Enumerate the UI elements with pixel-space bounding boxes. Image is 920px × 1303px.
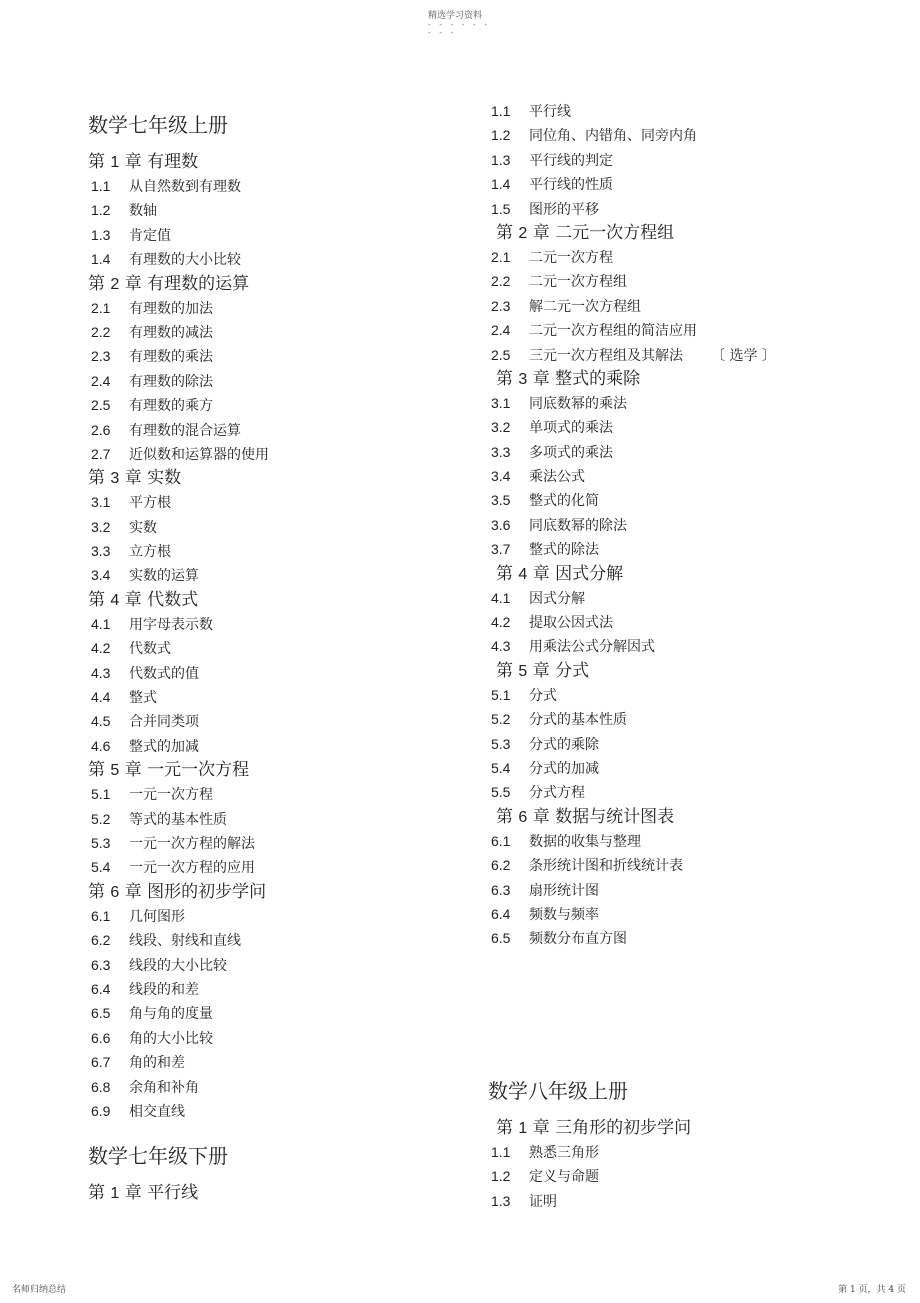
section-title: 几何图形 xyxy=(129,908,185,925)
section-item xyxy=(88,563,468,587)
section-title: 同底数幂的乘法 xyxy=(529,395,627,412)
header-dashes-2: - - - xyxy=(428,28,457,37)
column-spacer xyxy=(488,951,908,1078)
left-column xyxy=(88,112,468,1205)
chapter-title: 章 代数式 xyxy=(124,589,199,610)
chapter-heading xyxy=(88,588,468,612)
chapter-number: 6 xyxy=(110,883,120,901)
section-number: 2.1 xyxy=(91,299,111,316)
section-item xyxy=(488,1164,908,1188)
section-number: 4.2 xyxy=(91,640,111,657)
section-item xyxy=(88,685,468,709)
header-dashes: - - - - - - xyxy=(428,20,490,29)
section-title: 三元一次方程组及其解法 xyxy=(529,347,683,364)
section-number: 1.4 xyxy=(491,176,511,193)
section-number: 2.4 xyxy=(491,322,511,339)
section-title: 有理数的混合运算 xyxy=(129,422,241,439)
section-item xyxy=(88,369,468,393)
section-title: 立方根 xyxy=(129,544,171,561)
chapter-number: 5 xyxy=(518,662,528,680)
chapter-number: 3 xyxy=(110,470,120,488)
section-item xyxy=(88,174,468,198)
section-title: 同位角、内错角、同旁内角 xyxy=(529,128,697,145)
chapter-title: 章 分式 xyxy=(532,660,590,681)
chapter-prefix: 第 xyxy=(88,1183,105,1204)
section-item xyxy=(488,634,908,658)
section-title: 用字母表示数 xyxy=(129,616,213,633)
section-item xyxy=(88,1075,468,1099)
section-item xyxy=(88,636,468,660)
section-number: 2.7 xyxy=(91,445,111,462)
section-number: 4.3 xyxy=(91,664,111,681)
section-number: 6.5 xyxy=(491,930,511,947)
section-title: 平行线 xyxy=(529,104,571,120)
section-item xyxy=(488,610,908,634)
chapter-title: 章 图形的初步学问 xyxy=(124,881,267,902)
book-title: 数学七年级下册 xyxy=(88,1144,228,1169)
section-item xyxy=(88,442,468,466)
section-title: 频数与频率 xyxy=(529,906,599,923)
chapter-number: 1 xyxy=(110,1185,120,1203)
section-number: 2.5 xyxy=(491,346,511,363)
chapter-title: 章 一元一次方程 xyxy=(124,760,250,781)
section-item xyxy=(488,707,908,731)
section-item xyxy=(488,269,908,293)
section-title: 整式 xyxy=(129,690,157,707)
section-number: 4.1 xyxy=(491,589,511,606)
chapter-prefix: 第 xyxy=(496,660,513,681)
section-title: 角的大小比较 xyxy=(129,1030,213,1047)
section-title: 整式的加减 xyxy=(129,738,199,755)
section-item xyxy=(488,756,908,780)
section-item xyxy=(88,490,468,514)
section-title: 有理数的减法 xyxy=(129,324,213,341)
section-title: 因式分解 xyxy=(529,590,585,607)
chapter-heading xyxy=(88,880,468,904)
chapter-number: 2 xyxy=(110,275,120,293)
section-item xyxy=(88,393,468,417)
section-number: 3.4 xyxy=(491,468,511,485)
section-number: 5.1 xyxy=(91,786,111,803)
chapter-heading xyxy=(488,562,908,586)
chapter-title: 章 整式的乘除 xyxy=(532,368,641,389)
section-item xyxy=(88,831,468,855)
section-item xyxy=(88,977,468,1001)
section-number: 5.3 xyxy=(91,834,111,851)
section-number: 6.9 xyxy=(91,1102,111,1119)
book-title: 数学七年级上册 xyxy=(88,113,228,137)
section-item xyxy=(488,245,908,269)
section-item xyxy=(488,683,908,707)
chapter-prefix: 第 xyxy=(88,468,105,489)
chapter-title: 章 平行线 xyxy=(124,1183,199,1204)
section-title: 频数分布直方图 xyxy=(529,931,627,948)
section-title: 平方根 xyxy=(129,495,171,512)
section-title: 线段的大小比较 xyxy=(129,957,227,974)
chapter-number: 5 xyxy=(110,762,120,780)
section-number: 4.2 xyxy=(491,614,511,631)
section-item xyxy=(88,904,468,928)
section-item xyxy=(488,391,908,415)
section-number: 6.1 xyxy=(91,907,111,924)
section-number: 6.4 xyxy=(491,905,511,922)
section-title: 有理数的乘方 xyxy=(129,398,213,415)
section-item xyxy=(488,513,908,537)
section-item xyxy=(488,318,908,342)
section-number: 6.1 xyxy=(491,832,511,849)
chapter-title: 章 有理数的运算 xyxy=(124,273,250,294)
section-number: 4.4 xyxy=(91,689,111,706)
section-number: 3.2 xyxy=(491,419,511,436)
section-item xyxy=(488,586,908,610)
section-number: 3.2 xyxy=(91,518,111,535)
section-title: 数据的收集与整理 xyxy=(529,833,641,850)
section-number: 1.3 xyxy=(491,1192,511,1209)
section-title: 有理数的大小比较 xyxy=(129,252,241,269)
section-title: 整式的除法 xyxy=(529,542,599,559)
section-number: 3.6 xyxy=(491,516,511,533)
section-title: 分式的加减 xyxy=(529,760,599,777)
section-title: 熟悉三角形 xyxy=(529,1144,599,1161)
section-title: 代数式的值 xyxy=(129,665,199,682)
section-number: 1.5 xyxy=(491,200,511,217)
chapter-heading xyxy=(88,150,468,174)
section-item xyxy=(488,829,908,853)
section-number: 5.2 xyxy=(91,810,111,827)
section-number: 6.3 xyxy=(91,956,111,973)
section-title: 提取公因式法 xyxy=(529,615,613,632)
section-title: 一元一次方程的解法 xyxy=(129,835,255,852)
footer-left: 名师归纳总结 xyxy=(12,1285,67,1295)
section-title: 合并同类项 xyxy=(129,714,199,731)
chapter-number: 4 xyxy=(110,591,120,609)
section-number: 3.3 xyxy=(91,543,111,560)
chapter-heading xyxy=(488,221,908,245)
section-item xyxy=(88,1099,468,1123)
section-item xyxy=(88,344,468,368)
section-item xyxy=(88,1026,468,1050)
section-title: 从自然数到有理数 xyxy=(129,179,241,195)
chapter-heading xyxy=(88,466,468,490)
section-item xyxy=(488,440,908,464)
chapter-title: 章 三角形的初步学问 xyxy=(532,1117,692,1138)
chapter-title: 章 实数 xyxy=(124,468,182,489)
section-item xyxy=(88,515,468,539)
chapter-heading xyxy=(488,367,908,391)
section-item xyxy=(88,855,468,879)
chapter-prefix: 第 xyxy=(88,881,105,902)
section-title: 肯定值 xyxy=(129,227,171,244)
chapter-number: 3 xyxy=(518,370,528,388)
section-number: 6.2 xyxy=(91,932,111,949)
section-number: 2.6 xyxy=(91,421,111,438)
section-number: 1.4 xyxy=(91,251,111,268)
section-title: 等式的基本性质 xyxy=(129,811,227,828)
chapter-number: 1 xyxy=(518,1119,528,1137)
section-number: 1.2 xyxy=(491,1168,511,1185)
section-number: 4.1 xyxy=(91,615,111,632)
section-number: 6.7 xyxy=(91,1054,111,1071)
section-number: 6.5 xyxy=(91,1005,111,1022)
right-column xyxy=(488,99,908,1213)
section-number: 3.1 xyxy=(91,494,111,511)
section-number: 4.6 xyxy=(91,737,111,754)
chapter-prefix: 第 xyxy=(496,368,513,389)
chapter-number: 1 xyxy=(110,154,120,171)
section-title: 整式的化简 xyxy=(529,493,599,510)
chapter-heading xyxy=(88,1181,468,1205)
section-item xyxy=(88,1001,468,1025)
section-item xyxy=(488,172,908,196)
chapter-prefix: 第 xyxy=(496,563,513,584)
chapter-number: 2 xyxy=(518,224,528,242)
section-title: 解二元一次方程组 xyxy=(529,298,641,315)
chapter-title: 章 有理数 xyxy=(124,152,199,172)
section-number: 6.3 xyxy=(491,881,511,898)
chapter-heading xyxy=(488,805,908,829)
section-title: 相交直线 xyxy=(129,1103,185,1120)
section-title: 条形统计图和折线统计表 xyxy=(529,858,683,875)
chapter-heading xyxy=(488,1116,908,1140)
section-number: 1.1 xyxy=(91,178,111,194)
section-item xyxy=(488,99,908,123)
section-item xyxy=(88,928,468,952)
section-title: 实数的运算 xyxy=(129,568,199,585)
chapter-prefix: 第 xyxy=(88,760,105,781)
section-title: 二元一次方程组的简洁应用 xyxy=(529,323,697,340)
section-item xyxy=(88,709,468,733)
section-title: 角的和差 xyxy=(129,1055,185,1072)
section-number: 4.5 xyxy=(91,713,111,730)
section-item xyxy=(488,197,908,221)
section-number: 6.4 xyxy=(91,980,111,997)
section-item xyxy=(488,464,908,488)
chapter-prefix: 第 xyxy=(496,222,513,243)
section-number: 5.2 xyxy=(491,711,511,728)
book-title: 数学八年级上册 xyxy=(488,1078,628,1103)
chapter-title: 章 因式分解 xyxy=(532,563,624,584)
section-title: 分式方程 xyxy=(529,785,585,802)
section-title: 扇形统计图 xyxy=(529,882,599,899)
section-number: 1.1 xyxy=(491,1143,511,1160)
section-number: 4.3 xyxy=(491,638,511,655)
section-item xyxy=(88,807,468,831)
section-item xyxy=(88,734,468,758)
section-number: 5.3 xyxy=(491,735,511,752)
section-title: 二元一次方程 xyxy=(529,249,613,266)
chapter-heading xyxy=(88,758,468,782)
section-number: 6.2 xyxy=(491,857,511,874)
section-title: 余角和补角 xyxy=(129,1079,199,1096)
section-title: 同底数幂的除法 xyxy=(529,517,627,534)
section-item xyxy=(88,320,468,344)
section-title: 数轴 xyxy=(129,203,157,220)
page-number: 第 1 页，共 4 页 xyxy=(838,1285,906,1295)
section-title: 有理数的加法 xyxy=(129,300,213,317)
section-item xyxy=(488,926,908,950)
chapter-prefix: 第 xyxy=(88,152,105,172)
section-number: 1.2 xyxy=(491,127,511,144)
chapter-prefix: 第 xyxy=(88,589,105,610)
chapter-number: 6 xyxy=(518,808,528,826)
section-item xyxy=(88,953,468,977)
section-number: 2.5 xyxy=(91,397,111,414)
section-item xyxy=(488,732,908,756)
section-item xyxy=(488,878,908,902)
section-title: 二元一次方程组 xyxy=(529,274,627,291)
section-title: 单项式的乘法 xyxy=(529,420,613,437)
section-number: 5.5 xyxy=(491,784,511,801)
section-title: 平行线的性质 xyxy=(529,177,613,194)
section-item xyxy=(88,661,468,685)
section-item xyxy=(88,782,468,806)
section-number: 6.6 xyxy=(91,1029,111,1046)
section-number: 2.2 xyxy=(491,273,511,290)
section-title: 线段的和差 xyxy=(129,981,199,998)
chapter-heading xyxy=(88,272,468,296)
section-number: 5.1 xyxy=(491,686,511,703)
section-title: 用乘法公式分解因式 xyxy=(529,639,655,656)
section-title: 分式的乘除 xyxy=(529,736,599,753)
section-number: 2.2 xyxy=(91,323,111,340)
section-number: 3.4 xyxy=(91,567,111,584)
section-title: 一元一次方程的应用 xyxy=(129,860,255,877)
optional-note: 〔 选学 〕 xyxy=(711,347,776,364)
section-title: 平行线的判定 xyxy=(529,152,613,169)
section-item xyxy=(488,415,908,439)
section-number: 5.4 xyxy=(91,859,111,876)
section-number: 1.1 xyxy=(491,103,511,119)
section-number: 1.2 xyxy=(91,202,111,219)
chapter-title: 章 二元一次方程组 xyxy=(532,222,675,243)
section-number: 3.3 xyxy=(491,443,511,460)
section-item xyxy=(88,198,468,222)
section-item xyxy=(488,123,908,147)
section-number: 6.8 xyxy=(91,1078,111,1095)
section-item xyxy=(488,1140,908,1164)
section-item xyxy=(488,294,908,318)
chapter-prefix: 第 xyxy=(496,1117,513,1138)
section-title: 有理数的乘法 xyxy=(129,349,213,366)
section-title: 代数式 xyxy=(129,641,171,658)
section-title: 定义与命题 xyxy=(529,1169,599,1186)
section-number: 1.3 xyxy=(91,226,111,243)
chapter-number: 4 xyxy=(518,565,528,583)
section-number: 1.3 xyxy=(491,151,511,168)
section-number: 2.3 xyxy=(491,297,511,314)
section-item xyxy=(88,539,468,563)
section-item xyxy=(488,488,908,512)
section-item xyxy=(488,902,908,926)
section-item xyxy=(488,1189,908,1213)
section-item xyxy=(488,780,908,804)
section-item xyxy=(88,296,468,320)
section-number: 2.1 xyxy=(491,248,511,265)
section-title: 角与角的度量 xyxy=(129,1006,213,1023)
section-number: 3.1 xyxy=(491,394,511,411)
section-item xyxy=(88,247,468,271)
section-number: 3.5 xyxy=(491,492,511,509)
section-item xyxy=(488,148,908,172)
section-number: 2.4 xyxy=(91,372,111,389)
section-item xyxy=(88,418,468,442)
section-title: 分式 xyxy=(529,687,557,704)
section-title: 证明 xyxy=(529,1193,557,1210)
section-title: 近似数和运算器的使用 xyxy=(129,446,269,463)
section-title: 有理数的除法 xyxy=(129,373,213,390)
section-item xyxy=(488,343,908,367)
section-item xyxy=(488,853,908,877)
section-title: 多项式的乘法 xyxy=(529,444,613,461)
section-number: 5.4 xyxy=(491,759,511,776)
section-number: 3.7 xyxy=(491,541,511,558)
section-item xyxy=(88,223,468,247)
chapter-prefix: 第 xyxy=(496,806,513,827)
section-title: 分式的基本性质 xyxy=(529,712,627,729)
section-title: 图形的平移 xyxy=(529,201,599,218)
section-title: 乘法公式 xyxy=(529,469,585,486)
chapter-title: 章 数据与统计图表 xyxy=(532,806,675,827)
section-title: 线段、射线和直线 xyxy=(129,933,241,950)
section-number: 2.3 xyxy=(91,348,111,365)
section-item xyxy=(88,1050,468,1074)
chapter-prefix: 第 xyxy=(88,273,105,294)
section-item xyxy=(488,537,908,561)
page-header: 精选学习资料 xyxy=(428,11,483,21)
section-title: 实数 xyxy=(129,519,157,536)
chapter-heading xyxy=(488,659,908,683)
section-title: 一元一次方程 xyxy=(129,787,213,804)
section-item xyxy=(88,612,468,636)
